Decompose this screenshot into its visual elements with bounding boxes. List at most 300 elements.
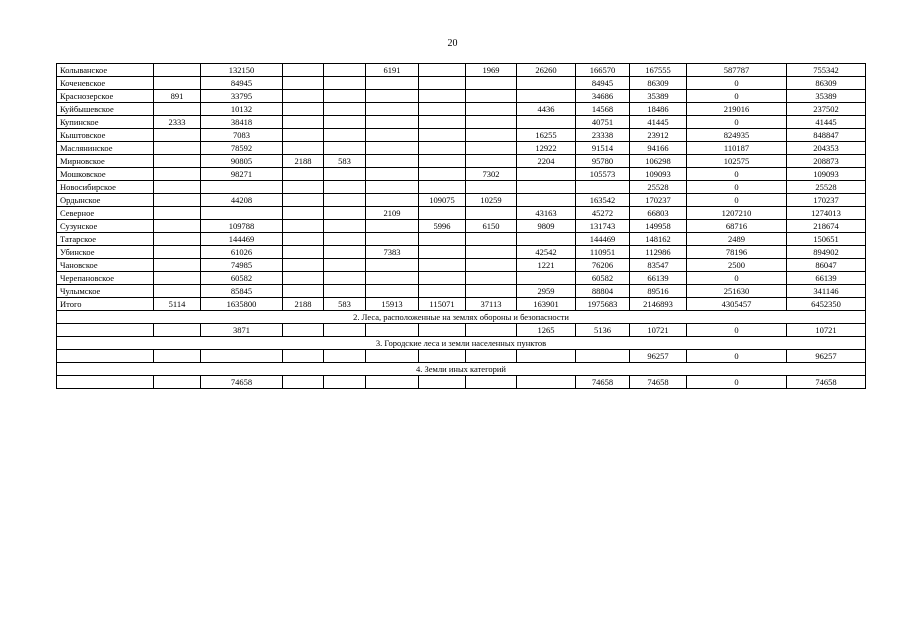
- data-cell: 35389: [630, 90, 687, 103]
- data-cell: [154, 376, 201, 389]
- data-cell: 10721: [787, 324, 866, 337]
- table-row: [57, 90, 866, 103]
- data-cell: [576, 350, 630, 363]
- data-cell: 37113: [466, 298, 517, 311]
- section-title: 3. Городские леса и земли населенных пунктов: [57, 337, 866, 350]
- data-cell: 14568: [576, 103, 630, 116]
- data-cell: 251630: [687, 285, 787, 298]
- data-cell: [419, 233, 466, 246]
- data-cell: [466, 155, 517, 168]
- table-row: [57, 129, 866, 142]
- data-cell: 170237: [630, 194, 687, 207]
- data-cell: 587787: [687, 64, 787, 77]
- data-cell: [419, 129, 466, 142]
- data-cell: [366, 233, 419, 246]
- table-row: [57, 207, 866, 220]
- data-cell: [324, 246, 366, 259]
- data-cell: [366, 259, 419, 272]
- data-cell: 6150: [466, 220, 517, 233]
- data-cell: 0: [687, 194, 787, 207]
- data-cell: [201, 207, 283, 220]
- data-cell: [324, 142, 366, 155]
- data-cell: [154, 64, 201, 77]
- data-cell: 1221: [517, 259, 576, 272]
- data-cell: [283, 246, 324, 259]
- row-label-cell: [57, 324, 154, 337]
- data-cell: [324, 376, 366, 389]
- data-cell: [366, 77, 419, 90]
- data-cell: [419, 376, 466, 389]
- section-data-row: [57, 350, 866, 363]
- data-cell: [419, 272, 466, 285]
- data-cell: 1274013: [787, 207, 866, 220]
- table-row: [57, 272, 866, 285]
- row-label-cell: Мошковское: [57, 168, 154, 181]
- data-cell: 84945: [201, 77, 283, 90]
- data-cell: [466, 207, 517, 220]
- data-cell: 110187: [687, 142, 787, 155]
- data-cell: 60582: [576, 272, 630, 285]
- data-cell: [366, 155, 419, 168]
- data-cell: [283, 168, 324, 181]
- data-cell: [466, 272, 517, 285]
- data-cell: [283, 259, 324, 272]
- data-cell: 583: [324, 298, 366, 311]
- data-cell: 755342: [787, 64, 866, 77]
- data-cell: 38418: [201, 116, 283, 129]
- data-cell: [283, 272, 324, 285]
- data-cell: 34686: [576, 90, 630, 103]
- data-cell: 95780: [576, 155, 630, 168]
- data-cell: 94166: [630, 142, 687, 155]
- data-cell: [201, 181, 283, 194]
- data-cell: [283, 207, 324, 220]
- data-cell: [576, 181, 630, 194]
- table-row: [57, 181, 866, 194]
- data-cell: 2109: [366, 207, 419, 220]
- data-cell: [419, 350, 466, 363]
- data-cell: [366, 142, 419, 155]
- data-cell: 74985: [201, 259, 283, 272]
- data-cell: 78592: [201, 142, 283, 155]
- data-cell: [154, 220, 201, 233]
- data-cell: 7302: [466, 168, 517, 181]
- data-cell: 74658: [630, 376, 687, 389]
- data-cell: 6191: [366, 64, 419, 77]
- table-row: [57, 116, 866, 129]
- data-cell: [419, 207, 466, 220]
- data-cell: [283, 220, 324, 233]
- row-label-cell: Куйбышевское: [57, 103, 154, 116]
- data-cell: [324, 233, 366, 246]
- data-cell: [324, 350, 366, 363]
- data-cell: 74658: [787, 376, 866, 389]
- data-cell: [366, 168, 419, 181]
- data-cell: [419, 324, 466, 337]
- data-cell: [324, 181, 366, 194]
- data-cell: [517, 272, 576, 285]
- data-cell: 115071: [419, 298, 466, 311]
- data-cell: [517, 194, 576, 207]
- data-cell: 150651: [787, 233, 866, 246]
- data-cell: [366, 103, 419, 116]
- data-cell: 1969: [466, 64, 517, 77]
- data-cell: 102575: [687, 155, 787, 168]
- data-cell: 109093: [787, 168, 866, 181]
- data-cell: 894902: [787, 246, 866, 259]
- data-cell: [517, 181, 576, 194]
- data-cell: [419, 116, 466, 129]
- data-cell: 3871: [201, 324, 283, 337]
- data-cell: 2333: [154, 116, 201, 129]
- data-cell: 112986: [630, 246, 687, 259]
- data-cell: 341146: [787, 285, 866, 298]
- data-cell: 132150: [201, 64, 283, 77]
- data-cell: [466, 77, 517, 90]
- data-cell: [466, 103, 517, 116]
- data-cell: 10721: [630, 324, 687, 337]
- data-cell: [283, 116, 324, 129]
- row-label-cell: Татарское: [57, 233, 154, 246]
- data-cell: [324, 103, 366, 116]
- row-label-cell: Коченевское: [57, 77, 154, 90]
- data-cell: 237502: [787, 103, 866, 116]
- row-label-cell: Купинское: [57, 116, 154, 129]
- data-cell: [466, 376, 517, 389]
- data-cell: 0: [687, 90, 787, 103]
- data-cell: [283, 77, 324, 90]
- data-cell: 25528: [787, 181, 866, 194]
- data-cell: 2188: [283, 155, 324, 168]
- data-cell: 208873: [787, 155, 866, 168]
- data-cell: [466, 350, 517, 363]
- data-cell: [283, 350, 324, 363]
- data-cell: 66139: [787, 272, 866, 285]
- table-row: [57, 142, 866, 155]
- data-cell: 0: [687, 77, 787, 90]
- data-cell: 6452350: [787, 298, 866, 311]
- data-cell: [466, 90, 517, 103]
- data-cell: [283, 233, 324, 246]
- table-row: [57, 103, 866, 116]
- data-cell: [419, 246, 466, 259]
- data-cell: 110951: [576, 246, 630, 259]
- data-cell: [419, 142, 466, 155]
- data-cell: [466, 285, 517, 298]
- data-cell: 41445: [630, 116, 687, 129]
- data-cell: [366, 285, 419, 298]
- data-cell: [283, 103, 324, 116]
- data-cell: [283, 194, 324, 207]
- data-cell: 1635800: [201, 298, 283, 311]
- data-cell: 0: [687, 181, 787, 194]
- row-label-cell: Ордынское: [57, 194, 154, 207]
- data-cell: 76206: [576, 259, 630, 272]
- data-cell: 15913: [366, 298, 419, 311]
- data-cell: 23912: [630, 129, 687, 142]
- data-cell: [154, 168, 201, 181]
- data-cell: [466, 233, 517, 246]
- table-row: [57, 64, 866, 77]
- data-cell: 89516: [630, 285, 687, 298]
- data-cell: [324, 90, 366, 103]
- data-cell: 4436: [517, 103, 576, 116]
- data-cell: 204353: [787, 142, 866, 155]
- data-cell: 35389: [787, 90, 866, 103]
- data-cell: 86309: [630, 77, 687, 90]
- table-row: [57, 194, 866, 207]
- table-row: [57, 233, 866, 246]
- data-cell: 10259: [466, 194, 517, 207]
- data-cell: 44208: [201, 194, 283, 207]
- data-cell: 2204: [517, 155, 576, 168]
- data-cell: [154, 324, 201, 337]
- total-row: [57, 298, 866, 311]
- data-cell: [466, 324, 517, 337]
- data-cell: [366, 181, 419, 194]
- row-label-cell: Сузунское: [57, 220, 154, 233]
- data-cell: 7383: [366, 246, 419, 259]
- data-cell: [324, 116, 366, 129]
- data-cell: 45272: [576, 207, 630, 220]
- data-cell: [366, 272, 419, 285]
- data-cell: 583: [324, 155, 366, 168]
- data-cell: [154, 155, 201, 168]
- data-cell: 66803: [630, 207, 687, 220]
- data-cell: 144469: [576, 233, 630, 246]
- data-cell: [366, 324, 419, 337]
- data-cell: 90805: [201, 155, 283, 168]
- data-cell: 1975683: [576, 298, 630, 311]
- data-cell: [366, 376, 419, 389]
- data-cell: [154, 350, 201, 363]
- data-cell: [419, 77, 466, 90]
- data-cell: [517, 90, 576, 103]
- data-cell: [366, 116, 419, 129]
- row-label-cell: Краснозерское: [57, 90, 154, 103]
- row-label-cell: Мирновское: [57, 155, 154, 168]
- data-cell: 40751: [576, 116, 630, 129]
- data-cell: [419, 259, 466, 272]
- data-cell: [466, 246, 517, 259]
- data-cell: [324, 194, 366, 207]
- data-cell: 148162: [630, 233, 687, 246]
- data-cell: 891: [154, 90, 201, 103]
- data-cell: 68716: [687, 220, 787, 233]
- data-cell: [324, 272, 366, 285]
- data-cell: 824935: [687, 129, 787, 142]
- data-cell: 10132: [201, 103, 283, 116]
- data-cell: 9809: [517, 220, 576, 233]
- data-cell: 42542: [517, 246, 576, 259]
- data-cell: [324, 285, 366, 298]
- section-title: 2. Леса, расположенные на землях обороны и безопасности: [57, 311, 866, 324]
- row-label-cell: [57, 350, 154, 363]
- data-cell: [466, 129, 517, 142]
- row-label-cell: Чулымское: [57, 285, 154, 298]
- data-cell: [366, 129, 419, 142]
- row-label-cell: Черепановское: [57, 272, 154, 285]
- data-cell: 0: [687, 272, 787, 285]
- data-cell: 33795: [201, 90, 283, 103]
- data-cell: [324, 129, 366, 142]
- data-cell: [283, 181, 324, 194]
- data-cell: 83547: [630, 259, 687, 272]
- forest-area-table: [56, 63, 866, 389]
- data-cell: [324, 64, 366, 77]
- data-cell: [324, 259, 366, 272]
- row-label-cell: [57, 376, 154, 389]
- data-cell: 105573: [576, 168, 630, 181]
- section-header-row: [57, 311, 866, 324]
- data-cell: [466, 142, 517, 155]
- data-cell: 7083: [201, 129, 283, 142]
- data-cell: [154, 259, 201, 272]
- data-cell: 16255: [517, 129, 576, 142]
- data-cell: 5136: [576, 324, 630, 337]
- data-cell: 96257: [630, 350, 687, 363]
- section-data-row: [57, 324, 866, 337]
- data-cell: 219016: [687, 103, 787, 116]
- table-row: [57, 155, 866, 168]
- data-cell: 66139: [630, 272, 687, 285]
- data-cell: [517, 77, 576, 90]
- row-label-cell: Чановское: [57, 259, 154, 272]
- data-cell: 163542: [576, 194, 630, 207]
- row-label-cell: Северное: [57, 207, 154, 220]
- data-cell: [366, 194, 419, 207]
- row-label-cell: Убинское: [57, 246, 154, 259]
- data-cell: 18486: [630, 103, 687, 116]
- data-cell: [366, 350, 419, 363]
- data-cell: 0: [687, 168, 787, 181]
- data-cell: [154, 285, 201, 298]
- row-label-cell: Новосибирское: [57, 181, 154, 194]
- data-cell: [419, 90, 466, 103]
- row-label-cell: Итого: [57, 298, 154, 311]
- data-cell: 2188: [283, 298, 324, 311]
- section-data-row: [57, 376, 866, 389]
- data-cell: 12922: [517, 142, 576, 155]
- section-header-row: [57, 363, 866, 376]
- data-cell: 109075: [419, 194, 466, 207]
- data-cell: 74658: [576, 376, 630, 389]
- data-cell: [517, 233, 576, 246]
- data-cell: 2500: [687, 259, 787, 272]
- data-cell: [466, 181, 517, 194]
- data-cell: [154, 207, 201, 220]
- data-cell: 109788: [201, 220, 283, 233]
- data-cell: 2959: [517, 285, 576, 298]
- data-cell: 170237: [787, 194, 866, 207]
- data-cell: 41445: [787, 116, 866, 129]
- data-cell: [283, 285, 324, 298]
- table-row: [57, 220, 866, 233]
- table-body: [57, 64, 866, 389]
- page-number: 20: [447, 38, 458, 49]
- data-cell: [154, 181, 201, 194]
- data-cell: 0: [687, 116, 787, 129]
- data-cell: 88804: [576, 285, 630, 298]
- data-cell: 78196: [687, 246, 787, 259]
- data-cell: [419, 181, 466, 194]
- data-cell: 2489: [687, 233, 787, 246]
- data-cell: [419, 168, 466, 181]
- data-cell: [283, 376, 324, 389]
- table-row: [57, 246, 866, 259]
- data-cell: 5114: [154, 298, 201, 311]
- data-cell: 91514: [576, 142, 630, 155]
- data-cell: [283, 129, 324, 142]
- section-header-row: [57, 337, 866, 350]
- table-row: [57, 168, 866, 181]
- data-cell: 2146893: [630, 298, 687, 311]
- data-cell: 98271: [201, 168, 283, 181]
- data-cell: 218674: [787, 220, 866, 233]
- data-cell: [154, 233, 201, 246]
- table-row: [57, 285, 866, 298]
- data-cell: [517, 350, 576, 363]
- data-cell: 4305457: [687, 298, 787, 311]
- data-cell: [324, 168, 366, 181]
- data-cell: 96257: [787, 350, 866, 363]
- data-cell: [419, 103, 466, 116]
- data-cell: [283, 90, 324, 103]
- data-cell: 106298: [630, 155, 687, 168]
- data-cell: [154, 103, 201, 116]
- data-cell: 131743: [576, 220, 630, 233]
- data-cell: 84945: [576, 77, 630, 90]
- data-cell: 86309: [787, 77, 866, 90]
- data-cell: [154, 194, 201, 207]
- data-cell: 5996: [419, 220, 466, 233]
- data-cell: [324, 324, 366, 337]
- data-cell: 0: [687, 350, 787, 363]
- data-cell: 1207210: [687, 207, 787, 220]
- data-cell: 74658: [201, 376, 283, 389]
- table-row: [57, 77, 866, 90]
- row-label-cell: Кыштовское: [57, 129, 154, 142]
- data-cell: 60582: [201, 272, 283, 285]
- data-cell: [419, 64, 466, 77]
- data-cell: 86047: [787, 259, 866, 272]
- data-cell: [324, 77, 366, 90]
- data-cell: 26260: [517, 64, 576, 77]
- data-cell: [517, 376, 576, 389]
- data-cell: 848847: [787, 129, 866, 142]
- data-cell: [201, 350, 283, 363]
- data-cell: [154, 77, 201, 90]
- data-cell: 25528: [630, 181, 687, 194]
- row-label-cell: Колыванское: [57, 64, 154, 77]
- data-cell: 61026: [201, 246, 283, 259]
- data-cell: [283, 142, 324, 155]
- data-cell: 23338: [576, 129, 630, 142]
- data-cell: [283, 64, 324, 77]
- data-cell: 43163: [517, 207, 576, 220]
- data-cell: 167555: [630, 64, 687, 77]
- data-cell: [517, 168, 576, 181]
- data-cell: [466, 116, 517, 129]
- data-cell: [154, 129, 201, 142]
- data-cell: 149958: [630, 220, 687, 233]
- section-title: 4. Земли иных категорий: [57, 363, 866, 376]
- data-cell: [283, 324, 324, 337]
- data-cell: [466, 259, 517, 272]
- data-cell: [324, 220, 366, 233]
- data-cell: 1265: [517, 324, 576, 337]
- table-row: [57, 259, 866, 272]
